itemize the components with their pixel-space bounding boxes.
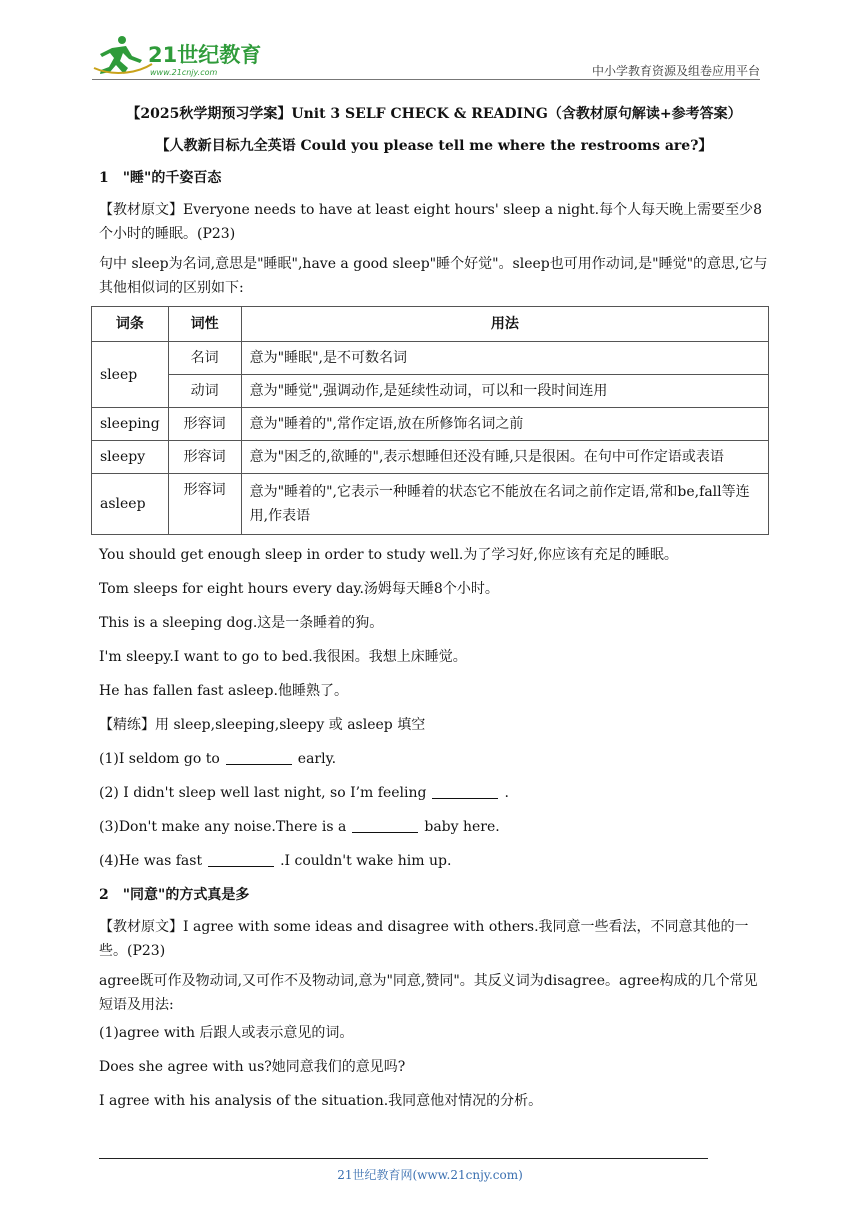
page-footer: 21世纪教育网(www.21cnjy.com) bbox=[337, 1168, 523, 1182]
logo-21cnjy bbox=[92, 34, 262, 80]
platform-name: 中小学教育资源及组卷应用平台 bbox=[591, 64, 760, 78]
exercise-item-1 bbox=[99, 749, 769, 769]
section-1-heading: 1 "睡"的千姿百态 bbox=[99, 170, 222, 186]
cell-usage: 意为"睡着的",它表示一种睡着的状态它不能放在名词之前作定语,常和be,fall等连用,作表语 bbox=[241, 474, 768, 535]
cell-usage: 意为"睡觉",强调动作,是延续性动词，可以和一段时间连用 bbox=[241, 375, 768, 408]
s1-original-text: 【教材原文】Everyone needs to have at least eight hours' sleep a night.每个人每天晚上需要至少8个小时的睡眠。(P23) bbox=[99, 202, 763, 242]
answer-blank[interactable] bbox=[352, 818, 418, 833]
cell-pos: 动词 bbox=[168, 375, 241, 408]
word-comparison-table bbox=[91, 306, 769, 535]
table-row bbox=[92, 408, 769, 441]
col-header-pos: 词性 bbox=[168, 307, 241, 342]
table-row bbox=[92, 342, 769, 375]
exercise-item-2 bbox=[99, 783, 769, 803]
s1-example-2: Tom sleeps for eight hours every day.汤姆每天睡8个小时。 bbox=[99, 581, 499, 597]
s1-example-4: I'm sleepy.I want to go to bed.我很困。我想上床睡觉。 bbox=[99, 649, 467, 665]
answer-blank[interactable] bbox=[208, 852, 274, 867]
svg-text:21世纪教育: 21世纪教育 bbox=[148, 43, 262, 67]
document-body bbox=[99, 100, 769, 1125]
cell-word: sleep bbox=[92, 342, 169, 408]
cell-word: sleepy bbox=[92, 441, 169, 474]
col-header-usage: 用法 bbox=[241, 307, 768, 342]
cell-usage: 意为"困乏的,欲睡的",表示想睡但还没有睡,只是很困。在句中可作定语或表语 bbox=[241, 441, 768, 474]
s2-point-1: (1)agree with 后跟人或表示意见的词。 bbox=[99, 1025, 354, 1041]
s2-explanation: agree既可作及物动词,又可作不及物动词,意为"同意,赞同"。其反义词为disagree。agree构成的几个常见短语及用法: bbox=[99, 973, 758, 1013]
header-divider bbox=[92, 79, 760, 80]
col-header-word: 词条 bbox=[92, 307, 169, 342]
exercise-item-4 bbox=[99, 851, 769, 871]
cell-word: sleeping bbox=[92, 408, 169, 441]
cell-word: asleep bbox=[92, 474, 169, 535]
exercise-4-text: (4)He was fast bbox=[99, 853, 203, 869]
cell-pos: 形容词 bbox=[168, 441, 241, 474]
page-header bbox=[92, 34, 760, 80]
s1-example-5: He has fallen fast asleep.他睡熟了。 bbox=[99, 683, 348, 699]
s1-example-3: This is a sleeping dog.这是一条睡着的狗。 bbox=[99, 615, 384, 631]
table-row bbox=[92, 441, 769, 474]
exercise-2-text: (2) I didn't sleep well last night, so I’m feeling bbox=[99, 785, 427, 801]
exercise-item-3 bbox=[99, 817, 769, 837]
cell-pos: 名词 bbox=[168, 342, 241, 375]
s2-example-1: Does she agree with us?她同意我们的意见吗? bbox=[99, 1059, 406, 1075]
exercise-title: 【精练】用 sleep,sleeping,sleepy 或 asleep 填空 bbox=[99, 717, 426, 733]
table-header-row bbox=[92, 307, 769, 342]
exercise-3-tail: baby here. bbox=[424, 819, 500, 835]
s1-example-1: You should get enough sleep in order to study well.为了学习好,你应该有充足的睡眠。 bbox=[99, 547, 678, 563]
cell-pos: 形容词 bbox=[168, 474, 241, 535]
s2-original-text: 【教材原文】I agree with some ideas and disagree with others.我同意一些看法，不同意其他的一些。(P23) bbox=[99, 919, 749, 959]
cell-usage: 意为"睡着的",常作定语,放在所修饰名词之前 bbox=[241, 408, 768, 441]
footer-divider bbox=[99, 1158, 708, 1159]
s1-explanation: 句中 sleep为名词,意思是"睡眠",have a good sleep"睡个好觉"。sleep也可用作动词,是"睡觉"的意思,它与其他相似词的区别如下: bbox=[99, 256, 768, 296]
s2-example-2: I agree with his analysis of the situation.我同意他对情况的分析。 bbox=[99, 1093, 543, 1109]
exercise-2-tail: . bbox=[504, 785, 509, 801]
document-subtitle: 【人教新目标九全英语 Could you please tell me where the restrooms are?】 bbox=[155, 138, 713, 154]
exercise-3-text: (3)Don't make any noise.There is a bbox=[99, 819, 347, 835]
section-2-heading: 2 "同意"的方式真是多 bbox=[99, 887, 250, 903]
table-row bbox=[92, 375, 769, 408]
answer-blank[interactable] bbox=[432, 784, 498, 799]
cell-pos: 形容词 bbox=[168, 408, 241, 441]
exercise-1-text: (1)I seldom go to bbox=[99, 751, 220, 767]
svg-text:www.21cnjy.com: www.21cnjy.com bbox=[150, 68, 218, 77]
cell-usage: 意为"睡眠",是不可数名词 bbox=[241, 342, 768, 375]
exercise-4-tail: .I couldn't wake him up. bbox=[280, 853, 452, 869]
table-row bbox=[92, 474, 769, 535]
exercise-1-tail: early. bbox=[297, 751, 337, 767]
document-title: 【2025秋学期预习学案】Unit 3 SELF CHECK & READING（含教材原句解读+参考答案） bbox=[126, 106, 742, 122]
answer-blank[interactable] bbox=[226, 750, 292, 765]
